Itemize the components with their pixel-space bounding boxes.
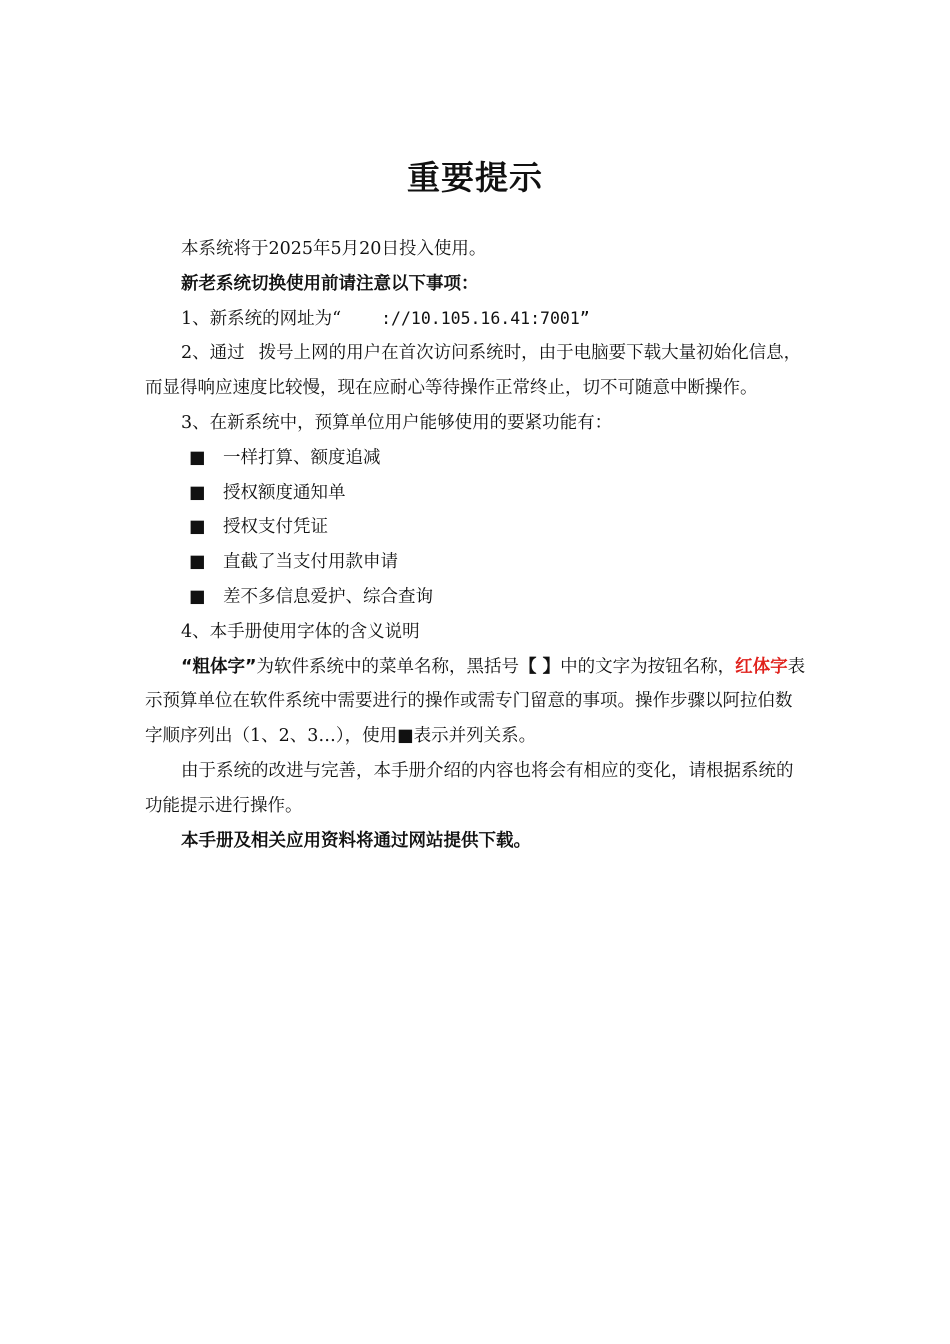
list-item-text: 差不多信息爱护、综合查询 bbox=[223, 586, 433, 607]
item-2-paragraph bbox=[145, 336, 809, 406]
page-title: 重要提示 bbox=[407, 158, 543, 197]
bold-term: “粗体字” bbox=[181, 656, 257, 677]
bullet-square-icon: ■ bbox=[189, 552, 206, 573]
font-note-text: 表示预算单位在软件系统中需要进行的操作或需专门留意的事项。操作步骤以阿拉伯数字顺序列出（1、2、3…），使用■表示并列关系。 bbox=[145, 656, 806, 747]
list-item bbox=[145, 580, 809, 615]
change-note-paragraph: 由于系统的改进与完善，本手册介绍的内容也将会有相应的变化，请根据系统的功能提示进行操作。 bbox=[145, 760, 794, 816]
font-note-text: 中的文字为按钮名称， bbox=[560, 656, 736, 677]
bullet-square-icon: ■ bbox=[189, 586, 206, 607]
download-note: 本手册及相关应用资料将通过网站提供下载。 bbox=[181, 830, 531, 851]
list-item bbox=[145, 476, 809, 511]
item-2-prefix: 2、通过 bbox=[181, 343, 245, 364]
list-item bbox=[145, 441, 809, 476]
bracket-term: 【 】 bbox=[519, 656, 561, 677]
red-term: 红体字 bbox=[735, 656, 788, 677]
font-note-text: 为软件系统中的菜单名称，黑括号 bbox=[256, 656, 520, 677]
list-item-text: 授权支付凭证 bbox=[223, 517, 328, 538]
font-note-paragraph bbox=[145, 650, 809, 754]
system-url: ://10.105.16.41:7001” bbox=[381, 308, 590, 328]
list-item bbox=[145, 545, 809, 580]
item-2-text: 拨号上网的用户在首次访问系统时，由于电脑要下载大量初始化信息，而显得响应速度比较慢，现在应耐心等待操作正常终止，切不可随意中断操作。 bbox=[145, 343, 802, 399]
item-1-paragraph bbox=[145, 302, 809, 337]
notice-heading: 新老系统切换使用前请注意以下事项： bbox=[181, 273, 479, 294]
item-3-paragraph: 3、在新系统中，预算单位用户能够使用的要紧功能有： bbox=[181, 412, 613, 433]
list-item-text: 授权额度通知单 bbox=[223, 482, 346, 503]
bullet-square-icon: ■ bbox=[189, 517, 206, 538]
item-4-paragraph: 4、本手册使用字体的含义说明 bbox=[181, 621, 420, 642]
item-1-prefix: 1、新系统的网址为“ bbox=[181, 308, 342, 329]
document-body bbox=[145, 232, 809, 858]
bullet-square-icon: ■ bbox=[189, 482, 206, 503]
bullet-square-icon: ■ bbox=[189, 447, 206, 468]
list-item-text: 一样打算、额度追减 bbox=[223, 447, 381, 468]
intro-paragraph: 本系统将于2025年5月20日投入使用。 bbox=[181, 239, 487, 259]
list-item bbox=[145, 510, 809, 545]
list-item-text: 直截了当支付用款申请 bbox=[223, 552, 398, 573]
